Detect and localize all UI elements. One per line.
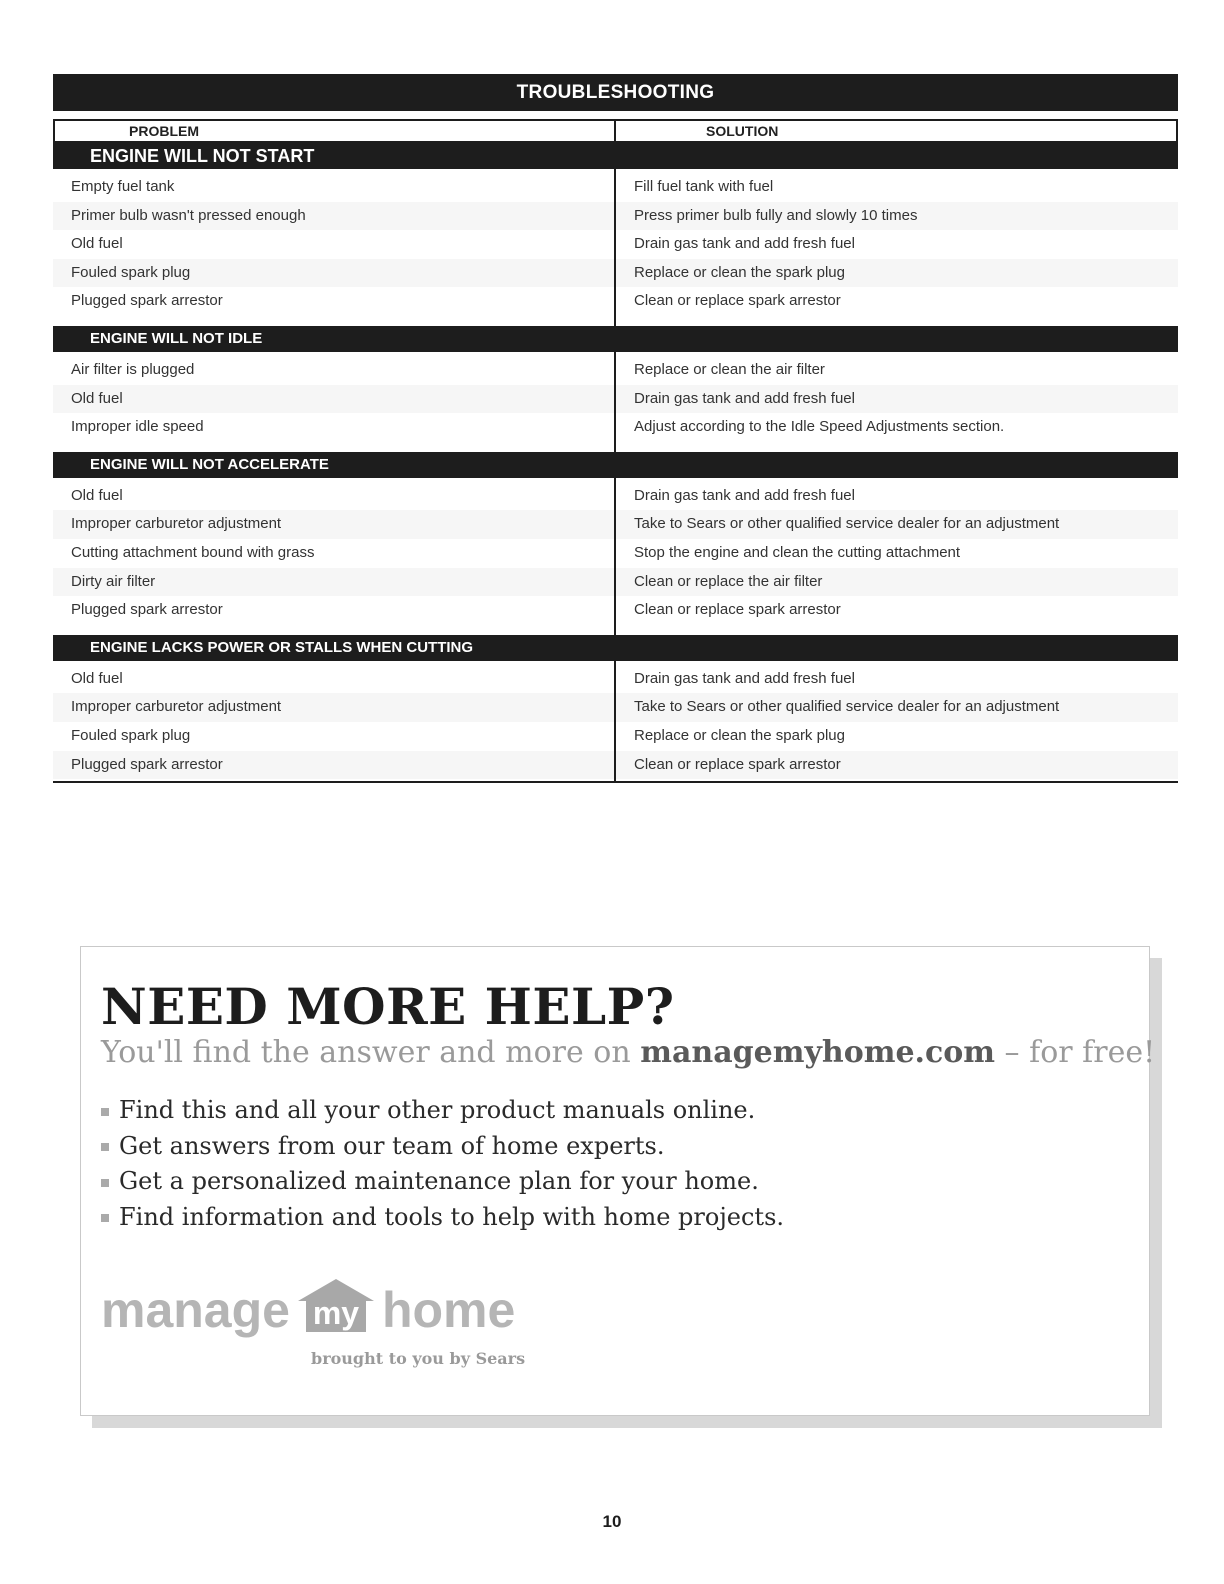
section-heading: ENGINE WILL NOT ACCELERATE <box>53 452 1178 478</box>
solution-cell: Drain gas tank and add fresh fuel <box>634 669 855 687</box>
problem-cell: Old fuel <box>71 486 123 504</box>
solution-cell: Drain gas tank and add fresh fuel <box>634 235 855 253</box>
problem-cell: Fouled spark plug <box>71 726 191 744</box>
table-row <box>53 539 1178 568</box>
table-row <box>53 510 1178 539</box>
section-heading: ENGINE WILL NOT START <box>53 143 1178 169</box>
table-row <box>53 173 1178 202</box>
list-item-text: Find this and all your other product manuals online. <box>119 1096 756 1124</box>
problem-cell: Improper carburetor adjustment <box>71 698 282 716</box>
solution-cell: Drain gas tank and add fresh fuel <box>634 486 855 504</box>
problem-cell: Improper idle speed <box>71 418 204 436</box>
table-row <box>53 693 1178 722</box>
problem-cell: Air filter is plugged <box>71 360 195 378</box>
problem-cell: Plugged spark arrestor <box>71 601 223 619</box>
square-bullet-icon <box>101 1179 109 1187</box>
problem-cell: Plugged spark arrestor <box>71 292 223 310</box>
solution-cell: Clean or replace the air filter <box>634 572 823 590</box>
help-subtitle-pre: You'll find the answer and more on <box>101 1035 641 1070</box>
table-row <box>53 665 1178 694</box>
problem-cell: Improper carburetor adjustment <box>71 515 282 533</box>
problem-cell: Plugged spark arrestor <box>71 755 223 773</box>
troubleshooting-banner: TROUBLESHOOTING <box>53 74 1178 111</box>
solution-cell: Clean or replace spark arrestor <box>634 601 841 619</box>
table-row <box>53 482 1178 511</box>
problem-cell: Fouled spark plug <box>71 263 191 281</box>
problem-cell: Primer bulb wasn't pressed enough <box>71 206 306 224</box>
section-heading: ENGINE WILL NOT IDLE <box>53 326 1178 352</box>
page-number: 10 <box>602 1512 622 1531</box>
table-row <box>53 568 1178 597</box>
column-headers <box>53 119 1178 143</box>
logo-home-text: home <box>381 1282 516 1338</box>
solution-cell: Drain gas tank and add fresh fuel <box>634 389 855 407</box>
list-item <box>101 1200 784 1236</box>
table-row <box>53 202 1178 231</box>
logo-tagline: brought to you by Sears <box>311 1349 526 1368</box>
problem-cell: Old fuel <box>71 235 123 253</box>
logo-manage-text: manage <box>101 1282 290 1338</box>
help-title: NEED MORE HELP? <box>101 977 675 1036</box>
table-row <box>53 596 1178 625</box>
table-row <box>53 356 1178 385</box>
table-row <box>53 751 1178 780</box>
problem-cell: Empty fuel tank <box>71 178 175 195</box>
solution-cell: Replace or clean the air filter <box>634 360 825 378</box>
problem-cell: Dirty air filter <box>71 572 156 590</box>
solution-cell: Fill fuel tank with fuel <box>634 178 774 195</box>
section-rows <box>53 661 1178 783</box>
section-rows <box>53 352 1178 452</box>
solution-cell: Adjust according to the Idle Speed Adjustments section. <box>634 418 1005 436</box>
list-item-text: Get answers from our team of home experts. <box>119 1131 665 1160</box>
problem-cell: Old fuel <box>71 389 123 407</box>
square-bullet-icon <box>101 1214 109 1222</box>
table-row <box>53 259 1178 288</box>
problem-cell: Cutting attachment bound with grass <box>71 543 315 561</box>
square-bullet-icon <box>101 1108 109 1116</box>
list-item <box>101 1164 784 1200</box>
solution-cell: Press primer bulb fully and slowly 10 times <box>634 206 918 224</box>
solution-cell: Take to Sears or other qualified service dealer for an adjustment <box>634 515 1060 533</box>
problem-column-header: PROBLEM <box>55 121 616 141</box>
troubleshooting-table <box>53 119 1178 783</box>
table-row <box>53 413 1178 442</box>
list-item <box>101 1129 784 1165</box>
square-bullet-icon <box>101 1143 109 1151</box>
section-rows <box>53 169 1178 326</box>
help-list <box>101 1093 784 1235</box>
table-row <box>53 722 1178 751</box>
solution-cell: Replace or clean the spark plug <box>634 726 845 744</box>
list-item <box>101 1093 784 1129</box>
help-site-link[interactable]: managemyhome.com <box>640 1035 996 1070</box>
solution-column-header: SOLUTION <box>706 123 779 139</box>
solution-cell: Clean or replace spark arrestor <box>634 292 841 310</box>
managemyhome-logo <box>101 1277 515 1337</box>
section-heading: ENGINE LACKS POWER OR STALLS WHEN CUTTING <box>53 635 1178 661</box>
solution-cell: Take to Sears or other qualified service dealer for an adjustment <box>634 698 1060 716</box>
list-item-text: Get a personalized maintenance plan for your home. <box>119 1167 759 1195</box>
logo-my-text: my <box>312 1295 360 1331</box>
help-subtitle <box>101 1035 1155 1070</box>
solution-cell: Replace or clean the spark plug <box>634 263 845 281</box>
solution-cell: Clean or replace spark arrestor <box>634 755 841 773</box>
need-more-help-box <box>80 946 1156 1416</box>
table-row <box>53 287 1178 316</box>
list-item-text: Find information and tools to help with home projects. <box>119 1202 785 1231</box>
problem-cell: Old fuel <box>71 669 123 687</box>
house-icon <box>296 1277 376 1333</box>
solution-cell: Stop the engine and clean the cutting attachment <box>634 543 961 561</box>
table-row <box>53 385 1178 414</box>
section-rows <box>53 478 1178 635</box>
help-subtitle-post: – for free! <box>995 1035 1156 1070</box>
table-row <box>53 230 1178 259</box>
